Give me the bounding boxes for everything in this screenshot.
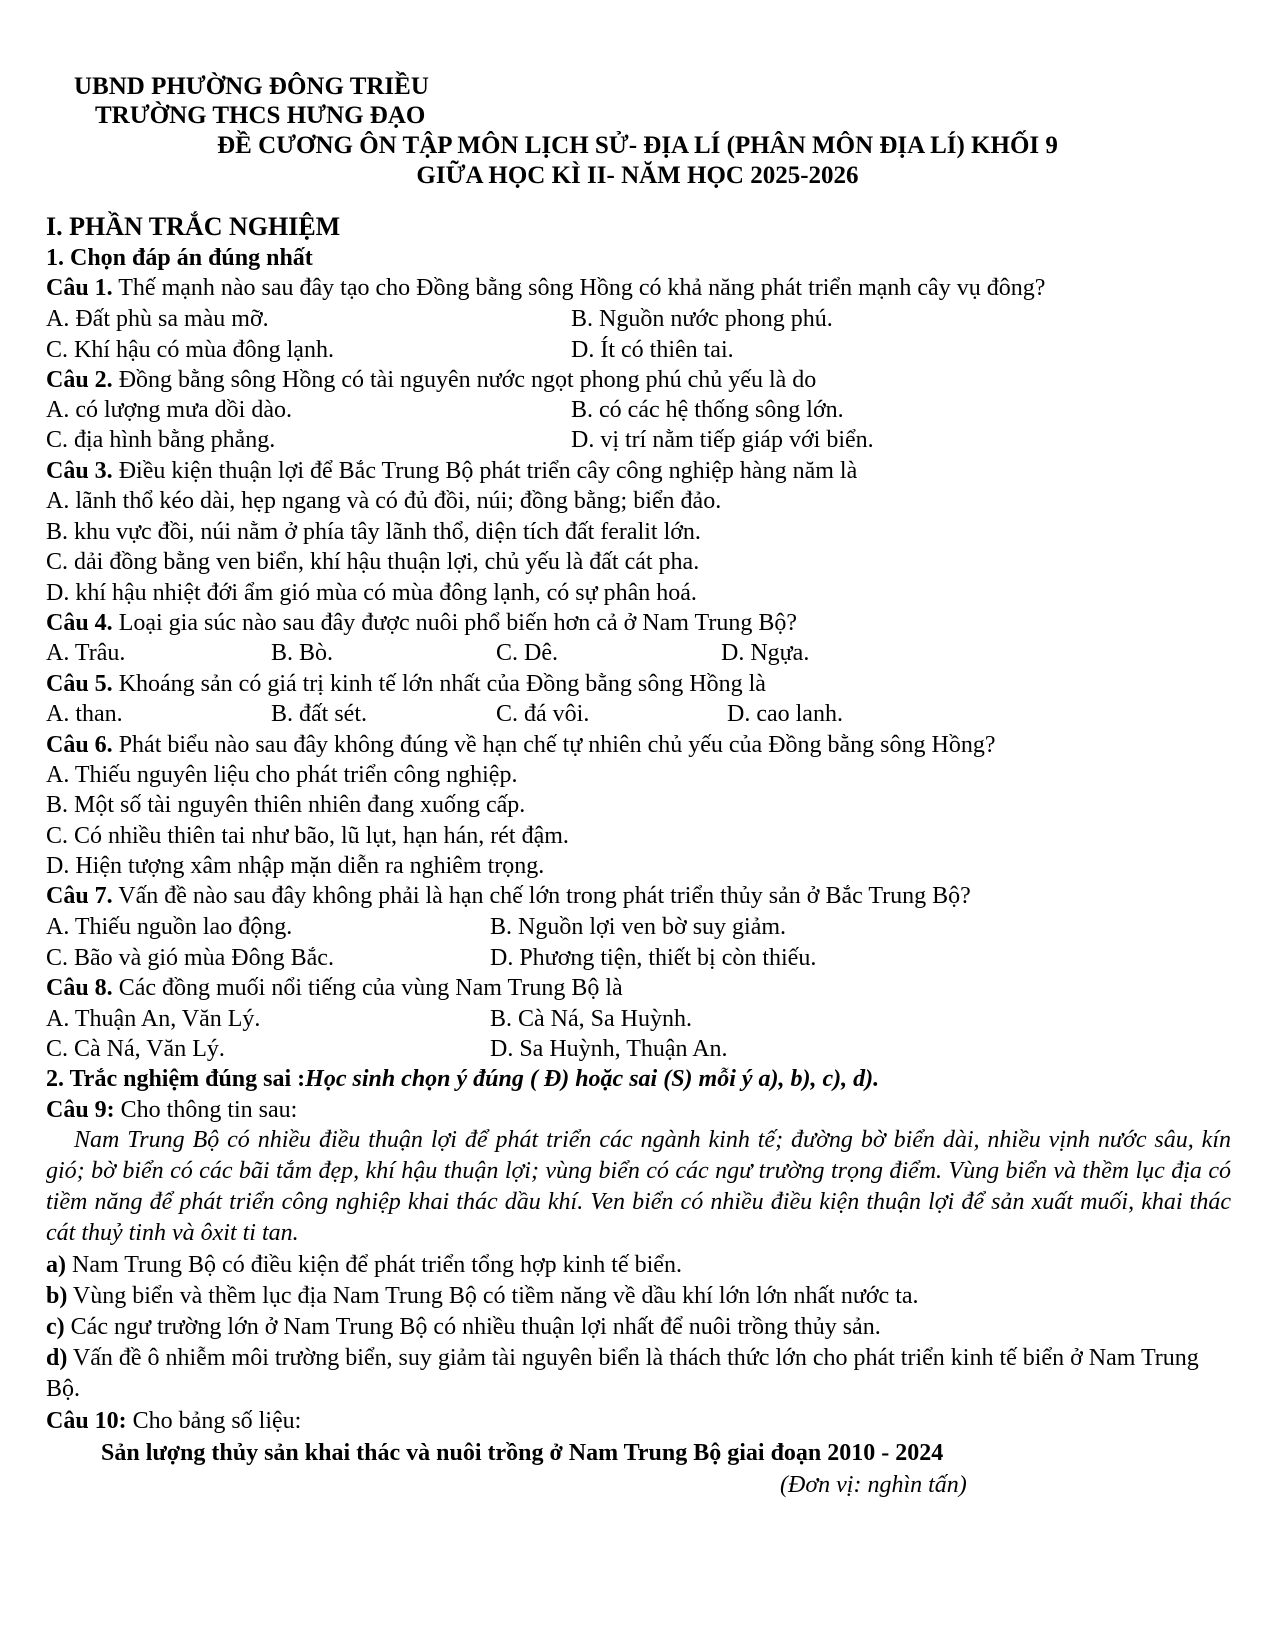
question-label: Câu 4. — [46, 610, 113, 636]
question-text: Cho bảng số liệu: — [126, 1408, 302, 1434]
option-c: C. Có nhiều thiên tai như bão, lũ lụt, hạn hán, rét đậm. — [46, 823, 569, 849]
section-title: I. PHẦN TRẮC NGHIỆM — [46, 212, 341, 241]
option-c: C. dải đồng bằng ven biển, khí hậu thuận lợi, chủ yếu là đất cát pha. — [46, 549, 700, 575]
statement-a — [46, 1250, 682, 1280]
option-d: D. khí hậu nhiệt đới ẩm gió mùa có mùa đông lạnh, có sự phân hoá. — [46, 580, 697, 606]
option-b: B. Bò. — [271, 640, 334, 666]
question-text: Loại gia súc nào sau đây được nuôi phổ biến hơn cả ở Nam Trung Bộ? — [112, 610, 797, 636]
school-name: TRƯỜNG THCS HƯNG ĐẠO — [95, 102, 426, 129]
question-label: Câu 1. — [46, 275, 113, 301]
document-subtitle: GIỮA HỌC KÌ II- NĂM HỌC 2025-2026 — [416, 162, 859, 189]
question-label: Câu 5. — [46, 671, 113, 697]
table-unit: (Đơn vị: nghìn tấn) — [780, 1472, 967, 1498]
question-text: Cho thông tin sau: — [114, 1097, 298, 1123]
statement-d — [46, 1343, 1231, 1405]
question-label: Câu 10: — [46, 1408, 127, 1434]
question-2 — [46, 365, 816, 395]
question-label: Câu 9: — [46, 1097, 115, 1123]
question-text: Điều kiện thuận lợi để Bắc Trung Bộ phát triển cây công nghiệp hàng năm là — [112, 458, 858, 484]
question-label: Câu 8. — [46, 975, 113, 1001]
option-a: A. Đất phù sa màu mỡ. — [46, 306, 269, 332]
option-b: B. đất sét. — [271, 701, 367, 727]
option-a: A. Thiếu nguồn lao động. — [46, 914, 293, 940]
passage: Nam Trung Bộ có nhiều điều thuận lợi để phát triển các ngành kinh tế; đường bờ biển dài, nhiều vịnh nước sâu, kín gió; bờ biển có các bãi tắm đẹp, khí hậu thuận lợi; vùng biển có các ngư trường trọng điểm. Vùng biển và thềm lục địa có tiềm năng để phát triển công nghiệp khai thác dầu khí. Ven biển có nhiều điều kiện thuận lợi để sản xuất muối, khai thác cát thuỷ tinh và ôxit ti tan. — [46, 1127, 1231, 1246]
option-a: A. Trâu. — [46, 640, 126, 666]
question-text: Các đồng muối nổi tiếng của vùng Nam Trung Bộ là — [112, 975, 623, 1001]
statement-label: a) — [46, 1252, 66, 1278]
subsection-instruction: Học sinh chọn ý đúng ( Đ) hoặc sai (S) mỗi ý a), b), c), d). — [305, 1066, 880, 1092]
option-d: D. vị trí nằm tiếp giáp với biển. — [571, 427, 874, 453]
option-c: C. Bão và gió mùa Đông Bắc. — [46, 945, 334, 971]
document-title: ĐỀ CƯƠNG ÔN TẬP MÔN LỊCH SỬ- ĐỊA LÍ (PHÂN MÔN ĐỊA LÍ) KHỐI 9 — [217, 132, 1058, 159]
option-b: B. Nguồn nước phong phú. — [571, 306, 833, 332]
option-c: C. địa hình bằng phẳng. — [46, 427, 276, 453]
option-a: A. than. — [46, 701, 123, 727]
option-a: A. Thuận An, Văn Lý. — [46, 1006, 261, 1032]
question-4 — [46, 608, 797, 638]
statement-text: Vùng biển và thềm lục địa Nam Trung Bộ có tiềm năng về dầu khí lớn lớn nhất nước ta. — [67, 1283, 919, 1309]
option-c: C. Dê. — [496, 640, 558, 666]
option-b: B. Cà Ná, Sa Huỳnh. — [490, 1006, 692, 1032]
option-d: D. Hiện tượng xâm nhập mặn diễn ra nghiêm trọng. — [46, 853, 545, 879]
option-b: B. có các hệ thống sông lớn. — [571, 397, 844, 423]
option-b: B. Một số tài nguyên thiên nhiên đang xuống cấp. — [46, 792, 526, 818]
option-d: D. Sa Huỳnh, Thuận An. — [490, 1036, 728, 1062]
statement-text: Nam Trung Bộ có điều kiện để phát triển tổng hợp kinh tế biển. — [66, 1252, 682, 1278]
option-d: D. Phương tiện, thiết bị còn thiếu. — [490, 945, 817, 971]
authority-name: UBND PHƯỜNG ĐÔNG TRIỀU — [74, 73, 429, 100]
statement-b — [46, 1281, 919, 1311]
question-7 — [46, 881, 971, 911]
option-b: B. khu vực đồi, núi nằm ở phía tây lãnh thổ, diện tích đất feralit lớn. — [46, 519, 701, 545]
question-5 — [46, 669, 766, 699]
question-label: Câu 6. — [46, 732, 113, 758]
table-title: Sản lượng thủy sản khai thác và nuôi trồng ở Nam Trung Bộ giai đoạn 2010 - 2024 — [101, 1440, 944, 1466]
option-b: B. Nguồn lợi ven bờ suy giảm. — [490, 914, 787, 940]
question-6 — [46, 730, 996, 760]
option-d: D. cao lanh. — [727, 701, 843, 727]
option-a: A. Thiếu nguyên liệu cho phát triển công nghiệp. — [46, 762, 518, 788]
statement-label: b) — [46, 1283, 68, 1309]
question-label: Câu 2. — [46, 367, 113, 393]
option-c: C. đá vôi. — [496, 701, 590, 727]
question-10 — [46, 1406, 301, 1436]
statement-text: Các ngư trường lớn ở Nam Trung Bộ có nhiều thuận lợi nhất để nuôi trồng thủy sản. — [64, 1314, 881, 1340]
subsection-title-2 — [46, 1064, 879, 1094]
statement-label: c) — [46, 1314, 65, 1340]
option-c: C. Khí hậu có mùa đông lạnh. — [46, 337, 334, 363]
option-a: A. có lượng mưa dồi dào. — [46, 397, 292, 423]
option-d: D. Ít có thiên tai. — [571, 337, 734, 363]
question-text: Khoáng sản có giá trị kinh tế lớn nhất của Đồng bằng sông Hồng là — [112, 671, 766, 697]
question-8 — [46, 973, 623, 1003]
question-text: Thế mạnh nào sau đây tạo cho Đồng bằng sông Hồng có khả năng phát triển mạnh cây vụ đông? — [112, 275, 1046, 301]
statement-c — [46, 1312, 881, 1342]
question-text: Vấn đề nào sau đây không phải là hạn chế lớn trong phát triển thủy sản ở Bắc Trung Bộ? — [112, 883, 971, 909]
option-a: A. lãnh thổ kéo dài, hẹp ngang và có đủ đồi, núi; đồng bằng; biển đảo. — [46, 488, 722, 514]
question-text: Phát biểu nào sau đây không đúng về hạn chế tự nhiên chủ yếu của Đồng bằng sông Hồng? — [112, 732, 996, 758]
statement-text: Vấn đề ô nhiễm môi trường biển, suy giảm tài nguyên biển là thách thức lớn cho phát triển kinh tế biển ở Nam Trung Bộ. — [46, 1345, 1199, 1402]
statement-label: d) — [46, 1345, 68, 1371]
subsection-title: 1. Chọn đáp án đúng nhất — [46, 245, 313, 271]
question-3 — [46, 456, 857, 486]
subsection-label: 2. Trắc nghiệm đúng sai : — [46, 1066, 306, 1092]
option-d: D. Ngựa. — [721, 640, 810, 666]
question-label: Câu 3. — [46, 458, 113, 484]
option-c: C. Cà Ná, Văn Lý. — [46, 1036, 225, 1062]
question-1 — [46, 273, 1045, 303]
question-9 — [46, 1095, 297, 1125]
question-text: Đồng bằng sông Hồng có tài nguyên nước ngọt phong phú chủ yếu là do — [112, 367, 817, 393]
question-label: Câu 7. — [46, 883, 113, 909]
